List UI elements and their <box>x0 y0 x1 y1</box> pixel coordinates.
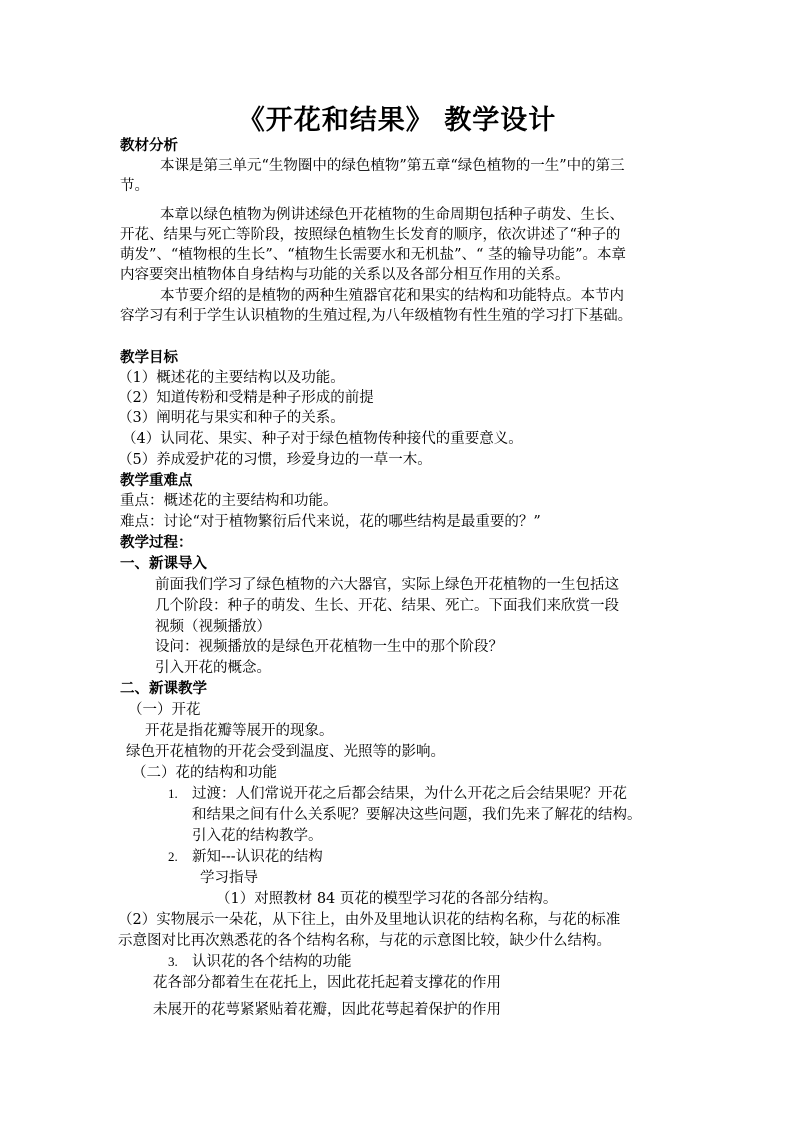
analysis-text-line: 本节要介绍的是植物的两种生殖器官花和果实的结构和功能特点。本节内 <box>160 288 624 304</box>
section-text-line: 绿色开花植物的开花会受到温度、光照等的影响。 <box>126 744 445 760</box>
section-text-line: 学习指导 <box>200 870 258 886</box>
item-text: 新知---认识花的结构 <box>192 849 323 865</box>
section-text-line: 几个阶段：种子的萌发、生长、开花、结果、死亡。下面我们来欣赏一段 <box>155 598 619 614</box>
section-text-line: 引入开花的概念。 <box>155 660 271 676</box>
section-text-line: （1）对照教材 84 页花的模型学习花的各部分结构。 <box>216 891 558 907</box>
numbered-item <box>168 847 323 867</box>
item-number: 1. <box>168 786 178 801</box>
subsection-heading: （一）开花 <box>128 702 201 718</box>
section-text-line: （2）实物展示一朵花，从下往上，由外及里地认识花的结构名称，与花的标准 <box>118 912 621 928</box>
numbered-item <box>168 784 627 804</box>
section-heading: 一、新课导入 <box>120 555 207 572</box>
goal-item: （4）认同花、果实、种子对于绿色植物传种接代的重要意义。 <box>122 431 523 447</box>
section-text-line: 花各部分都着生在花托上，因此花托起着支撑花的作用 <box>153 975 501 991</box>
analysis-text-line: 内容要突出植物体自身结构与功能的关系以及各部分相互作用的关系。 <box>120 267 570 283</box>
analysis-heading: 教材分析 <box>120 137 178 154</box>
section-text-line: 开花是指花瓣等展开的现象。 <box>145 723 334 739</box>
page-title: 《开花和结果》 教学设计 <box>237 105 557 136</box>
analysis-text-line: 本课是第三单元“生物圈中的绿色植物”第五章“绿色植物的一生”中的第三 <box>160 158 625 174</box>
goals-heading: 教学目标 <box>120 349 178 366</box>
numbered-item <box>168 952 352 972</box>
goal-item: （5）养成爱护花的习惯，珍爱身边的一草一木。 <box>118 452 432 468</box>
section-text-line: 视频（视频播放） <box>155 619 271 635</box>
goal-item: （2）知道传粉和受精是种子形成的前提 <box>118 390 374 406</box>
item-number: 3. <box>168 954 178 969</box>
section-text-line: 和结果之间有什么关系呢？要解决这些问题，我们先来了解花的结构。 <box>192 807 642 823</box>
goal-item: （3）阐明花与果实和种子的关系。 <box>118 410 345 426</box>
section-heading: 二、新课教学 <box>120 680 207 697</box>
goal-item: （1）概述花的主要结构以及功能。 <box>118 370 345 386</box>
analysis-text-line: 节。 <box>120 178 149 194</box>
item-number: 2. <box>168 849 178 864</box>
section-text-line: 引入花的结构教学。 <box>192 828 323 844</box>
subsection-heading: （二）花的结构和功能 <box>132 765 277 781</box>
item-text: 过渡：人们常说开花之后都会结果，为什么开花之后会结果呢？开花 <box>192 786 627 802</box>
analysis-text-line: 开花、结果与死亡等阶段，按照绿色植物生长发育的顺序，依次讲述了“种子的 <box>120 227 621 243</box>
item-text: 认识花的各个结构的功能 <box>192 954 352 970</box>
key-heading: 教学重难点 <box>120 472 193 489</box>
key-focus: 重点：概述花的主要结构和功能。 <box>120 493 338 509</box>
process-heading: 教学过程： <box>120 534 193 551</box>
analysis-text-line: 容学习有利于学生认识植物的生殖过程,为八年级植物有性生殖的学习打下基础。 <box>120 308 633 324</box>
section-text-line: 设问：视频播放的是绿色开花植物一生中的那个阶段？ <box>155 639 503 655</box>
section-text-line: 未展开的花萼紧紧贴着花瓣，因此花萼起着保护的作用 <box>153 1002 501 1018</box>
analysis-text-line: 萌发”、“植物根的生长”、“植物生长需要水和无机盐”、“ 茎的输导功能”。本章 <box>120 247 626 263</box>
section-text-line: 前面我们学习了绿色植物的六大器官，实际上绿色开花植物的一生包括这 <box>155 577 619 593</box>
section-text-line: 示意图对比再次熟悉花的各个结构名称，与花的示意图比较，缺少什么结构。 <box>118 933 611 949</box>
key-difficulty: 难点：讨论“对于植物繁衍后代来说，花的哪些结构是最重要的？” <box>120 514 541 530</box>
analysis-text-line: 本章以绿色植物为例讲述绿色开花植物的生命周期包括种子萌发、生长、 <box>160 207 624 223</box>
